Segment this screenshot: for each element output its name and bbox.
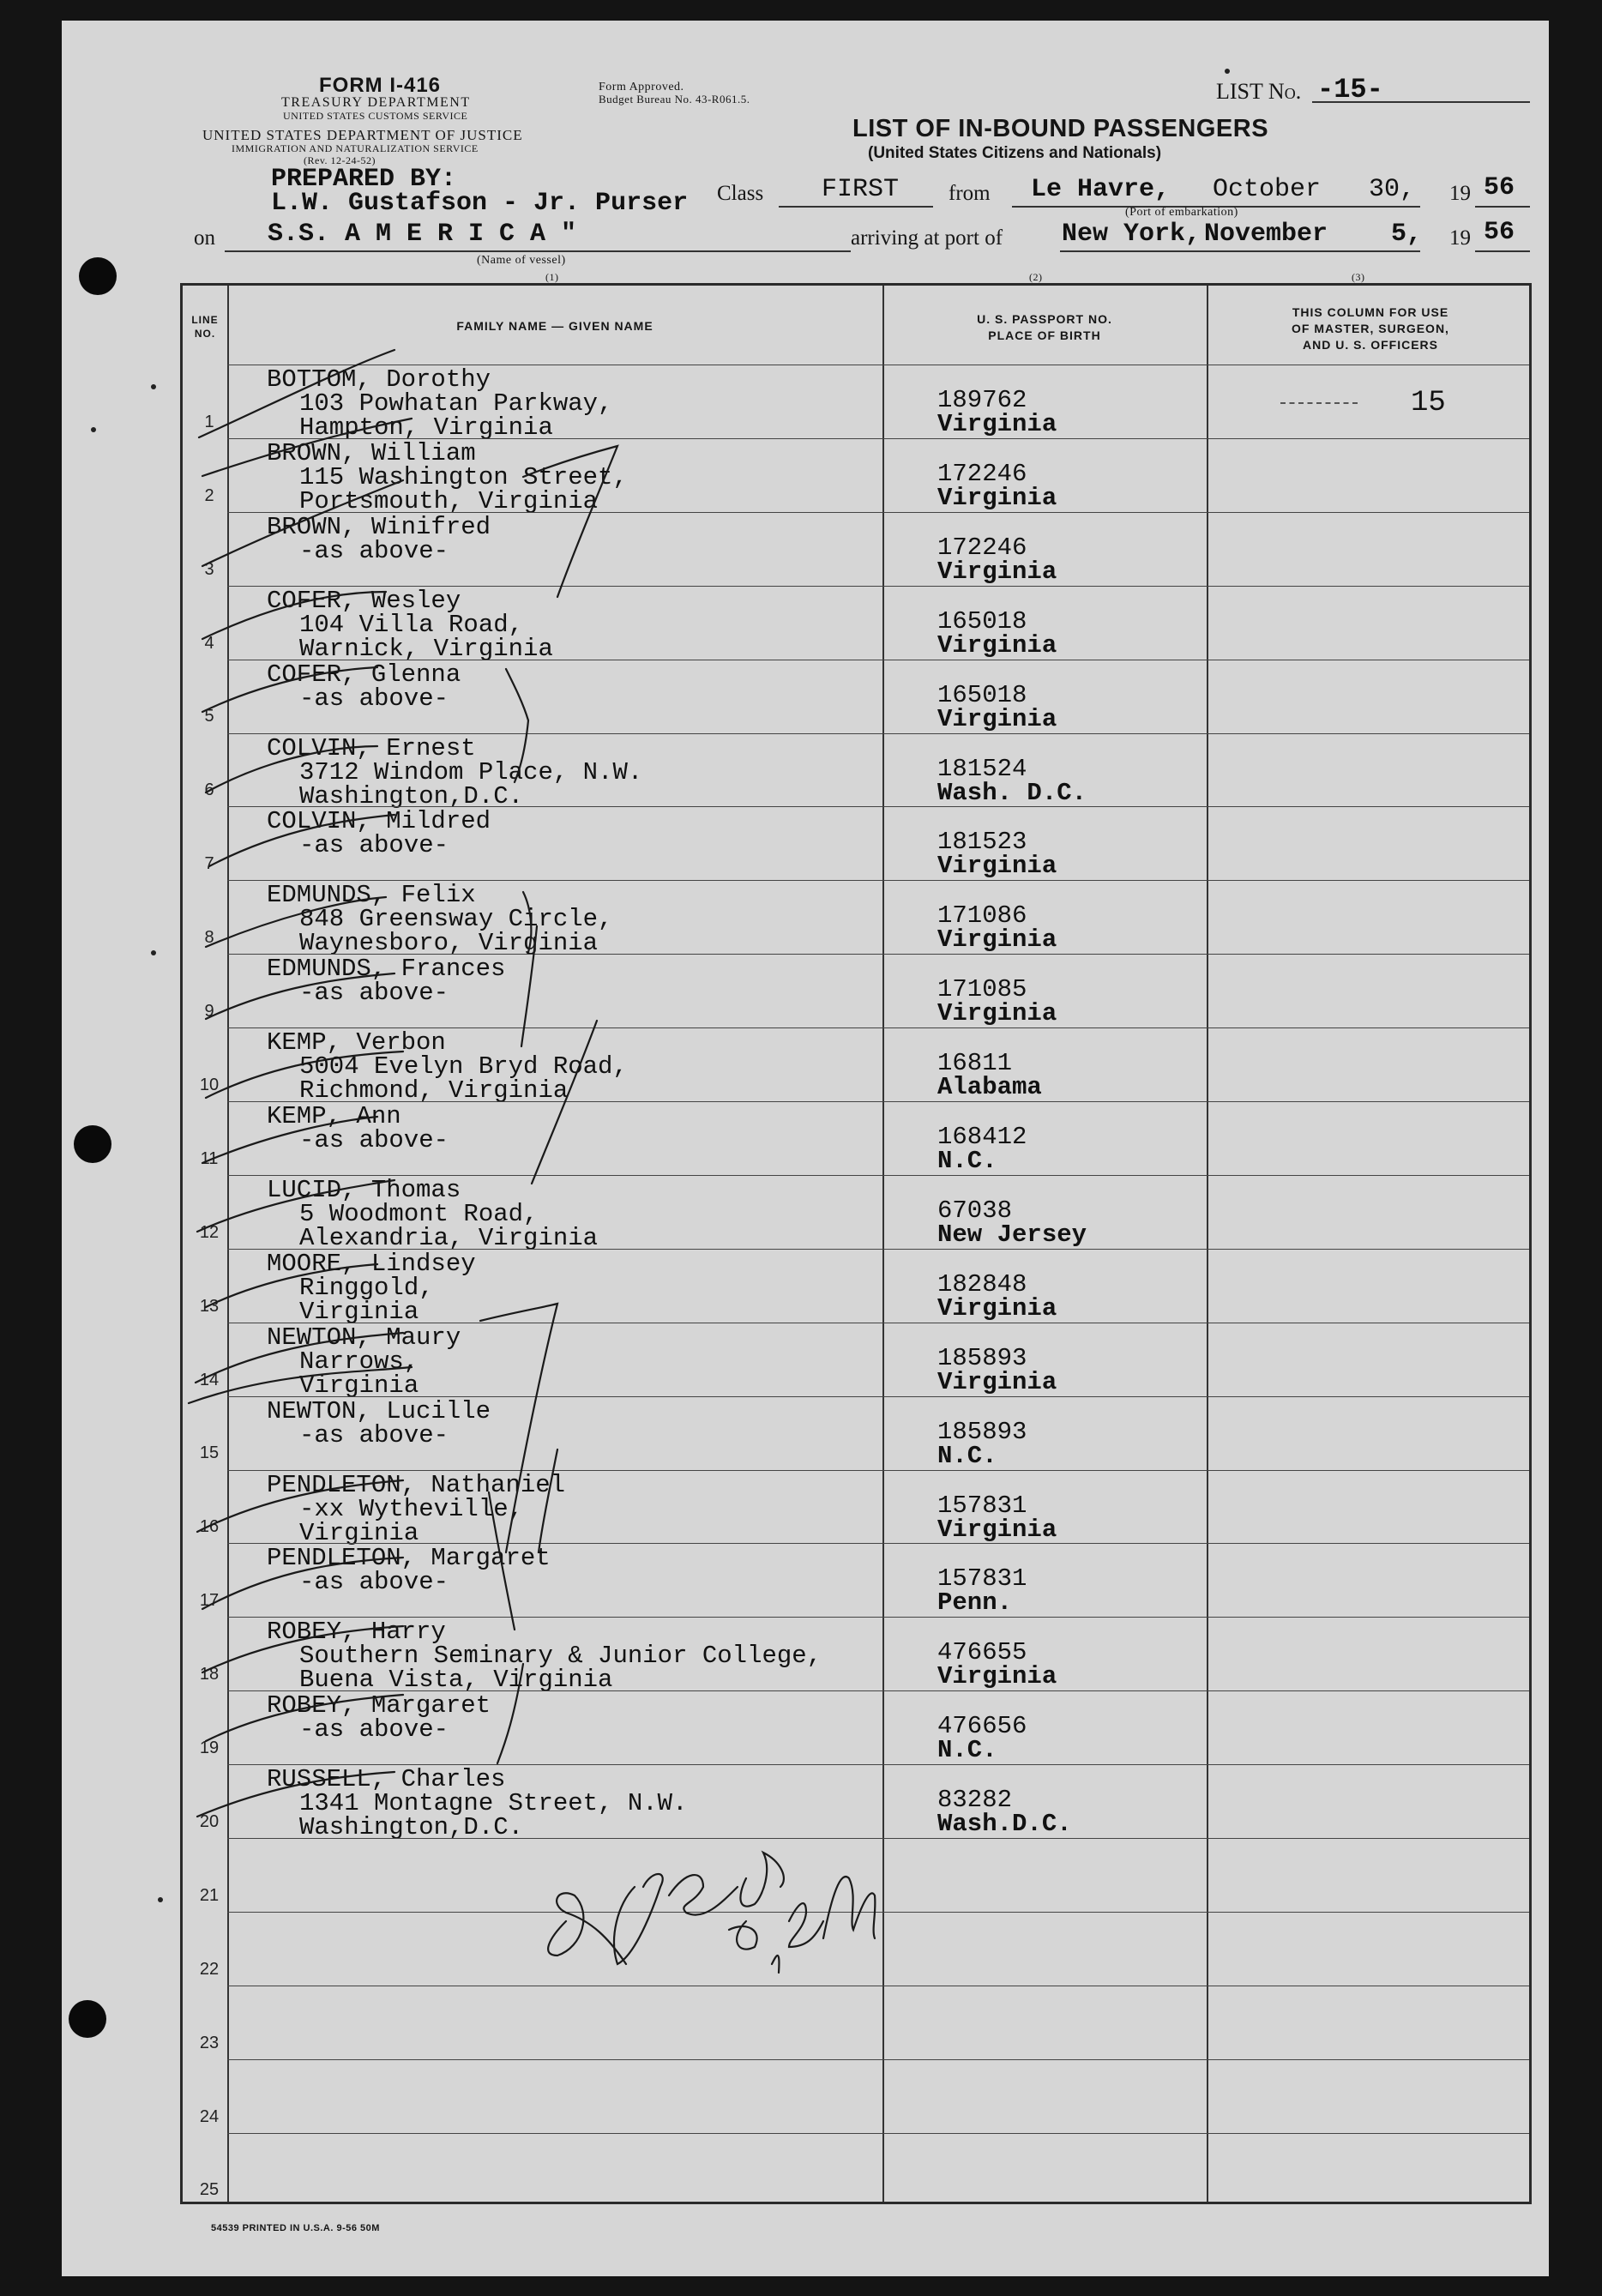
table-row	[183, 880, 1529, 958]
vessel-underline	[225, 250, 851, 252]
line-number: 5	[204, 707, 214, 726]
line-number: 18	[199, 1665, 220, 1684]
arrival-year-underline	[1475, 250, 1530, 252]
line-number: 9	[204, 1002, 214, 1021]
column-number-3: (3)	[1352, 271, 1365, 283]
passenger-address-line2: Buena Vista, Virginia	[299, 1666, 613, 1695]
speck	[158, 1897, 163, 1902]
place-of-birth: Virginia	[937, 1662, 1057, 1691]
line-number: 17	[199, 1591, 220, 1611]
passport-cell	[937, 533, 1057, 586]
passport-cell	[937, 459, 1057, 512]
table-row	[183, 2059, 1529, 2133]
speck	[151, 950, 156, 955]
customs-service: UNITED STATES CUSTOMS SERVICE	[283, 110, 468, 122]
passport-number: 476655	[937, 1638, 1027, 1667]
passenger-address-line1: -as above-	[299, 1126, 449, 1154]
place-of-birth: Penn.	[937, 1588, 1013, 1618]
list-no-label: LIST No.	[1216, 79, 1302, 104]
place-of-birth: Virginia	[937, 483, 1057, 512]
column-header-officers-text: THIS COLUMN FOR USE OF MASTER, SURGEON, AND U. S. OFFICERS	[1292, 305, 1449, 352]
line-number: 15	[199, 1443, 220, 1463]
passenger-address-line1: 104 Villa Road,	[299, 610, 524, 639]
passenger-entry	[267, 365, 613, 442]
passenger-name: PENDLETON, Nathaniel	[267, 1470, 566, 1499]
prepared-by-value: L.W. Gustafson - Jr. Purser	[271, 189, 689, 218]
passport-cell	[937, 1564, 1027, 1618]
table-row	[183, 512, 1529, 586]
passenger-address-line1: -as above-	[299, 1420, 449, 1449]
passport-cell	[937, 680, 1057, 733]
line-number: 16	[199, 1517, 220, 1537]
passenger-address-line1: 103 Powhatan Parkway,	[299, 389, 613, 418]
passport-cell	[937, 1491, 1057, 1544]
table-row	[183, 1101, 1529, 1175]
passenger-address-line2: Portsmouth, Virginia	[299, 486, 599, 515]
passenger-entry	[267, 438, 628, 515]
passenger-address-line1: -as above-	[299, 684, 449, 713]
passenger-entry	[267, 512, 491, 565]
passport-cell	[937, 901, 1057, 955]
place-of-birth: Virginia	[937, 1515, 1057, 1544]
port-of-embarkation-caption: (Port of embarkation)	[1125, 206, 1238, 219]
passport-cell	[937, 975, 1057, 1028]
line-number: 4	[204, 633, 214, 653]
line-number: 6	[204, 780, 214, 800]
form-number: FORM I-416	[319, 74, 442, 97]
treasury-department: TREASURY DEPARTMENT	[281, 95, 471, 110]
place-of-birth: Virginia	[937, 1293, 1057, 1323]
table-row	[183, 733, 1529, 811]
officer-note: 15	[1411, 387, 1446, 419]
place-of-birth: Virginia	[937, 1367, 1057, 1396]
handwritten-signature	[532, 1818, 892, 1981]
passport-number: 185893	[937, 1417, 1027, 1446]
arrival-underline	[1060, 250, 1420, 252]
table-row	[183, 1690, 1529, 1764]
table-row	[183, 1470, 1529, 1547]
passport-number: 182848	[937, 1269, 1027, 1299]
line-number: 2	[204, 485, 214, 505]
passport-number: 172246	[937, 459, 1027, 488]
passenger-name: KEMP, Verbon	[267, 1028, 446, 1058]
passport-number: 171085	[937, 975, 1027, 1004]
passenger-address-line2: Washington,D.C.	[299, 781, 524, 811]
passenger-address-line2: Alexandria, Virginia	[299, 1223, 599, 1252]
from-year-suffix: 56	[1484, 173, 1515, 202]
passenger-address-line2: Waynesboro, Virginia	[299, 929, 599, 958]
table-row	[183, 586, 1529, 663]
passport-number: 67038	[937, 1196, 1013, 1225]
line-number: 22	[199, 1959, 220, 1979]
passenger-address-line1: Ringgold,	[299, 1273, 434, 1302]
passenger-entry	[267, 1323, 461, 1400]
passenger-address-line2: Richmond, Virginia	[299, 1076, 569, 1106]
passenger-address-line1: -xx Wytheville,	[299, 1494, 524, 1523]
passenger-name: ROBEY, Harry	[267, 1618, 446, 1647]
place-of-birth: Virginia	[937, 557, 1057, 586]
column-header-passport-text: U. S. PASSPORT NO. PLACE OF BIRTH	[977, 312, 1112, 342]
line-number: 14	[199, 1370, 220, 1389]
passport-number: 172246	[937, 533, 1027, 562]
table-row	[183, 1249, 1529, 1326]
place-of-birth: N.C.	[937, 1147, 997, 1175]
passenger-address-line1: Southern Seminary & Junior College,	[299, 1642, 822, 1671]
passenger-address-line2: Virginia	[299, 1371, 419, 1400]
passenger-entry	[267, 660, 461, 713]
passenger-address-line2: Washington,D.C.	[299, 1813, 524, 1842]
punch-hole-top	[79, 257, 117, 295]
passenger-entry	[267, 1396, 491, 1449]
page-title: LIST OF IN-BOUND PASSENGERS	[852, 115, 1269, 142]
table-row	[183, 1175, 1529, 1252]
passenger-address-line1: 5 Woodmont Road,	[299, 1199, 539, 1228]
line-number: 3	[204, 559, 214, 579]
passport-cell	[937, 828, 1057, 881]
passport-number: 157831	[937, 1491, 1027, 1520]
passenger-address-line1: 3712 Windom Place, N.W.	[299, 757, 643, 786]
passport-number: 83282	[937, 1786, 1013, 1815]
passport-cell	[937, 754, 1087, 807]
passport-cell	[937, 386, 1057, 438]
table-row	[183, 1396, 1529, 1470]
speck	[151, 384, 156, 389]
on-label: on	[194, 226, 215, 250]
column-header-line-no-text: LINE NO.	[191, 314, 219, 340]
column-number-2: (2)	[1029, 271, 1043, 283]
from-port: Le Havre,	[1031, 175, 1171, 204]
passenger-entry	[267, 586, 553, 663]
passenger-name: EDMUNDS, Frances	[267, 955, 506, 984]
table-row	[183, 1986, 1529, 2059]
passenger-address-line1: -as above-	[299, 536, 449, 565]
place-of-birth: N.C.	[937, 1441, 997, 1470]
passport-number: 171086	[937, 901, 1027, 931]
passport-number: 189762	[937, 386, 1027, 414]
passenger-name: BOTTOM, Dorothy	[267, 365, 491, 394]
table-row	[183, 1617, 1529, 1695]
place-of-birth: Virginia	[937, 410, 1057, 438]
passenger-entry	[267, 881, 613, 958]
passenger-name: COLVIN, Mildred	[267, 807, 491, 836]
from-year-underline	[1475, 206, 1530, 208]
class-label: Class	[717, 182, 764, 205]
place-of-birth: N.C.	[937, 1736, 997, 1765]
passport-number: 165018	[937, 606, 1027, 636]
form-revision: (Rev. 12-24-52)	[304, 154, 376, 166]
place-of-birth: Wash.D.C.	[937, 1810, 1072, 1839]
list-no-value: -15-	[1317, 74, 1383, 105]
speck	[91, 427, 96, 432]
passenger-entry	[267, 1618, 822, 1695]
footer-print-code: 54539 PRINTED IN U.S.A. 9-56 50M	[211, 2223, 380, 2233]
table-row	[183, 365, 1529, 442]
place-of-birth: Virginia	[937, 852, 1057, 881]
passenger-entry	[267, 1470, 566, 1547]
column-header-line-no	[183, 313, 227, 340]
passport-cell	[937, 1638, 1057, 1691]
passport-cell	[937, 1417, 1027, 1470]
passenger-address-line1: 1341 Montagne Street, N.W.	[299, 1789, 688, 1818]
page-subtitle: (United States Citizens and Nationals)	[868, 144, 1162, 162]
immigration-service: IMMIGRATION AND NATURALIZATION SERVICE	[232, 142, 479, 154]
passenger-name: EDMUNDS, Felix	[267, 881, 476, 910]
column-number-1: (1)	[545, 271, 559, 283]
table-row	[183, 806, 1529, 880]
from-day: 30,	[1369, 175, 1416, 204]
passenger-address-line1: -as above-	[299, 1715, 449, 1745]
line-number: 23	[199, 2033, 220, 2052]
passenger-entry	[267, 955, 506, 1008]
line-number: 1	[204, 412, 214, 431]
passport-cell	[937, 1125, 1027, 1173]
passport-number: 168412	[937, 1123, 1027, 1151]
passport-cell	[937, 1714, 1027, 1763]
column-header-passport	[882, 311, 1207, 344]
from-month: October	[1213, 175, 1322, 204]
passenger-address-line1: -as above-	[299, 1568, 449, 1597]
passenger-name: COFER, Wesley	[267, 586, 461, 615]
passenger-entry	[267, 807, 491, 860]
passenger-address-line1: 848 Greensway Circle,	[299, 905, 613, 934]
passenger-address-line1: 5004 Evelyn Bryd Road,	[299, 1052, 628, 1082]
passport-number: 157831	[937, 1564, 1027, 1594]
vessel-caption: (Name of vessel)	[477, 254, 566, 267]
prepared-by-label: PREPARED BY:	[271, 165, 457, 194]
arrival-year-prefix: 19	[1449, 226, 1471, 250]
line-number: 24	[199, 2106, 220, 2126]
place-of-birth: Alabama	[937, 1073, 1042, 1102]
from-label: from	[949, 182, 991, 205]
passenger-name: NEWTON, Maury	[267, 1323, 461, 1352]
passenger-entry	[267, 1102, 449, 1154]
place-of-birth: New Jersey	[937, 1220, 1087, 1249]
passport-number: 181524	[937, 754, 1027, 783]
line-number: 8	[204, 928, 214, 948]
column-header-name	[227, 318, 882, 334]
passenger-address-line1: Narrows,	[299, 1347, 419, 1376]
arrival-day: 5,	[1391, 220, 1423, 249]
passenger-name: BROWN, Winifred	[267, 512, 491, 541]
line-number: 10	[199, 1075, 220, 1094]
passport-cell	[937, 1196, 1087, 1249]
arriving-label: arriving at port of	[851, 226, 1003, 250]
line-number: 19	[199, 1739, 220, 1758]
passenger-name: LUCID, Thomas	[267, 1175, 461, 1204]
table-row	[183, 660, 1529, 733]
passenger-name: PENDLETON, Margaret	[267, 1544, 551, 1573]
line-number: 7	[204, 854, 214, 874]
passenger-address-line1: 115 Washington Street,	[299, 462, 628, 491]
passport-cell	[937, 1343, 1057, 1396]
column-header-name-text: FAMILY NAME — GIVEN NAME	[456, 319, 653, 333]
from-year-prefix: 19	[1449, 182, 1471, 205]
passenger-name: RUSSELL, Charles	[267, 1765, 506, 1794]
vessel-name: S.S. A M E R I C A "	[268, 220, 577, 249]
place-of-birth: Virginia	[937, 999, 1057, 1028]
arrival-year-suffix: 56	[1484, 218, 1515, 247]
passenger-address-line1: -as above-	[299, 831, 449, 860]
passenger-address-line2: Virginia	[299, 1297, 419, 1326]
table-row	[183, 438, 1529, 515]
place-of-birth: Virginia	[937, 630, 1057, 660]
passenger-entry	[267, 1544, 551, 1597]
punch-hole-middle	[74, 1125, 111, 1163]
passenger-entry	[267, 1028, 628, 1106]
passenger-name: MOORE, Lindsey	[267, 1249, 476, 1278]
class-value: FIRST	[822, 175, 900, 204]
class-underline	[779, 206, 933, 208]
place-of-birth: Virginia	[937, 925, 1057, 955]
punch-hole-bottom	[69, 2000, 106, 2038]
passport-number: 165018	[937, 680, 1027, 709]
passenger-entry	[267, 1691, 491, 1745]
line-number: 12	[199, 1222, 220, 1242]
passenger-address-line2: Virginia	[299, 1518, 419, 1547]
passenger-entry	[267, 1249, 476, 1326]
passenger-entry	[267, 1175, 599, 1252]
passenger-address-line2: Warnick, Virginia	[299, 634, 553, 663]
passport-number: 185893	[937, 1343, 1027, 1372]
passport-cell	[937, 1269, 1057, 1323]
passenger-name: ROBEY, Margaret	[267, 1691, 491, 1720]
passenger-name: COLVIN, Ernest	[267, 733, 476, 762]
form-approved: Form Approved.	[599, 81, 684, 93]
table-row	[183, 1543, 1529, 1617]
passport-cell	[937, 1786, 1072, 1839]
passenger-address-line1: -as above-	[299, 979, 449, 1008]
passenger-name: NEWTON, Lucille	[267, 1396, 491, 1425]
passenger-entry	[267, 733, 643, 811]
line-number: 25	[199, 2180, 220, 2200]
passenger-name: KEMP, Ann	[267, 1102, 401, 1130]
passenger-name: COFER, Glenna	[267, 660, 461, 689]
table-row	[183, 1027, 1529, 1106]
table-row	[183, 2133, 1529, 2207]
speck	[1225, 69, 1230, 74]
officer-dashes	[1280, 402, 1358, 404]
passenger-name: BROWN, William	[267, 438, 476, 467]
budget-bureau: Budget Bureau No. 43-R061.5.	[599, 93, 750, 105]
column-header-officers	[1207, 304, 1534, 353]
table-row	[183, 954, 1529, 1027]
line-number: 13	[199, 1296, 220, 1316]
place-of-birth: Virginia	[937, 704, 1057, 733]
place-of-birth: Wash. D.C.	[937, 778, 1087, 807]
passport-cell	[937, 606, 1057, 660]
line-number: 20	[199, 1811, 220, 1831]
passport-number: 16811	[937, 1049, 1013, 1078]
passport-number: 476656	[937, 1712, 1027, 1741]
arrival-port: New York,	[1062, 220, 1202, 249]
passport-number: 181523	[937, 828, 1027, 857]
passenger-address-line2: Hampton, Virginia	[299, 413, 553, 442]
arrival-month: November	[1204, 220, 1328, 249]
table-row	[183, 1323, 1529, 1400]
line-number: 11	[200, 1148, 219, 1168]
passport-cell	[937, 1049, 1042, 1102]
department-of-justice: UNITED STATES DEPARTMENT OF JUSTICE	[202, 127, 523, 143]
line-number: 21	[199, 1885, 220, 1905]
